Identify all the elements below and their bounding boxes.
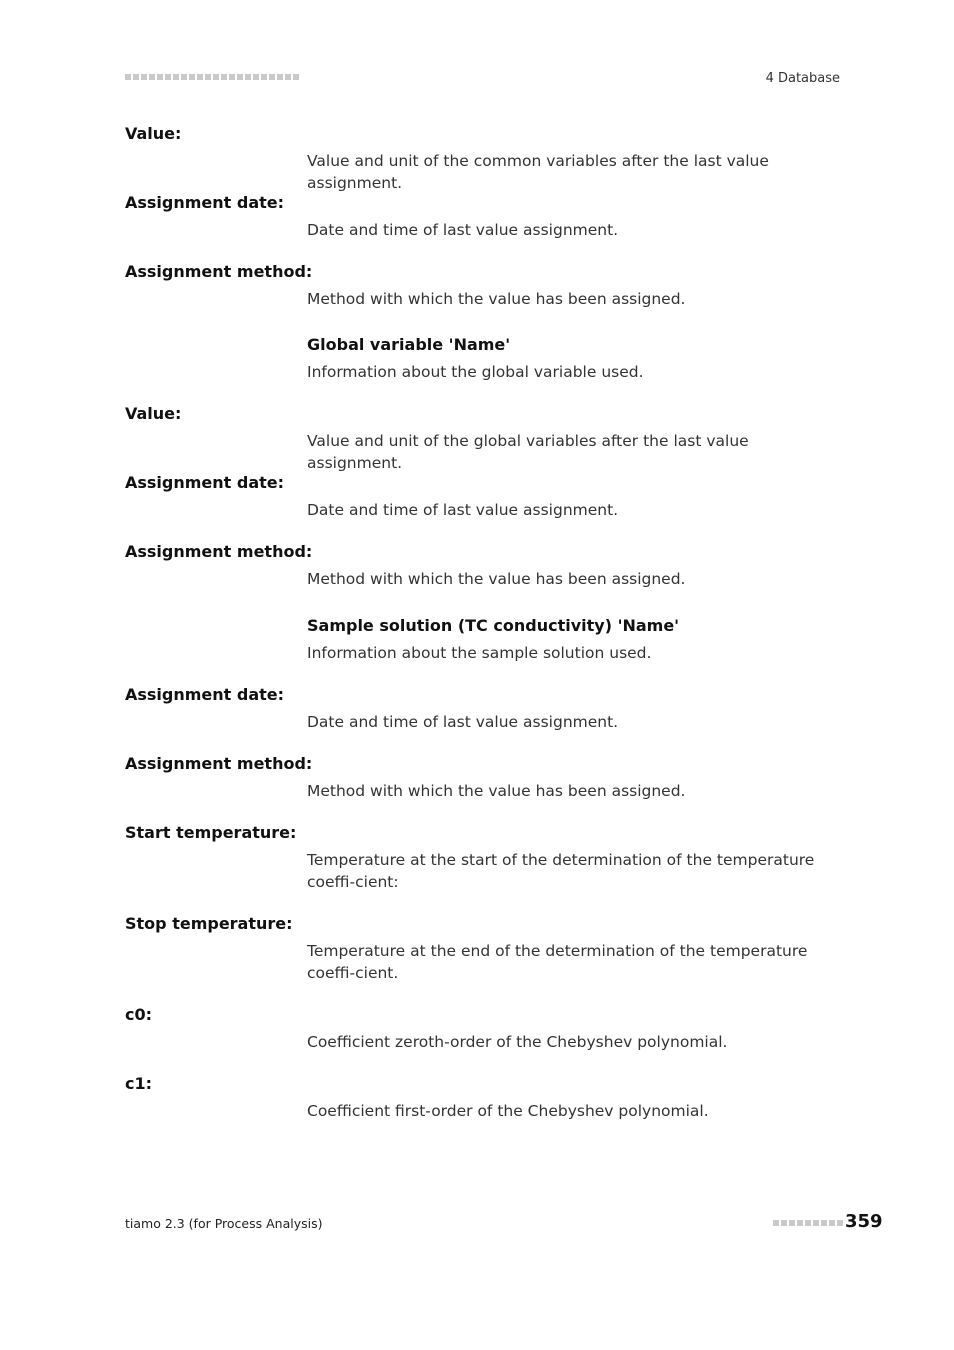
footer-product: tiamo 2.3 (for Process Analysis) — [125, 1216, 323, 1231]
chapter-title: 4 Database — [765, 71, 840, 86]
header-decoration — [125, 74, 299, 80]
term-label: Assignment method: — [125, 542, 313, 561]
term-description: Temperature at the start of the determination of the temperature coeffi-cient: — [307, 851, 815, 891]
term-label: Assignment date: — [125, 473, 285, 492]
term-label: Assignment date: — [125, 685, 285, 704]
term-label: Value: — [125, 404, 182, 423]
term-label: Assignment date: — [125, 193, 285, 212]
term-description: Coefficient zeroth-order of the Chebyshev polynomial. — [307, 1033, 728, 1051]
term-description: Temperature at the end of the determination of the temperature coeffi-cient. — [307, 942, 808, 982]
footer-decoration — [773, 1220, 843, 1226]
term-label: Start temperature: — [125, 823, 297, 842]
term-label: c1: — [125, 1074, 153, 1093]
term-description: Coefficient first-order of the Chebyshev polynomial. — [307, 1102, 709, 1120]
term-description: Method with which the value has been assigned. — [307, 570, 686, 588]
term-label: Assignment method: — [125, 754, 313, 773]
term-label: Value: — [125, 124, 182, 143]
term-description: Method with which the value has been assigned. — [307, 290, 686, 308]
term-label: Stop temperature: — [125, 914, 293, 933]
term-description: Date and time of last value assignment. — [307, 501, 619, 519]
section-heading: Global variable 'Name' — [307, 335, 511, 354]
term-description: Value and unit of the common variables after the last value assignment. — [307, 152, 769, 192]
section-heading: Sample solution (TC conductivity) 'Name' — [307, 616, 680, 635]
term-label: c0: — [125, 1005, 153, 1024]
term-description: Date and time of last value assignment. — [307, 221, 619, 239]
term-description: Date and time of last value assignment. — [307, 713, 619, 731]
section-description: Information about the global variable used. — [307, 363, 644, 381]
term-description: Value and unit of the global variables after the last value assignment. — [307, 432, 749, 472]
term-description: Method with which the value has been assigned. — [307, 782, 686, 800]
term-label: Assignment method: — [125, 262, 313, 281]
page-number: 359 — [845, 1211, 883, 1232]
section-description: Information about the sample solution used. — [307, 644, 652, 662]
